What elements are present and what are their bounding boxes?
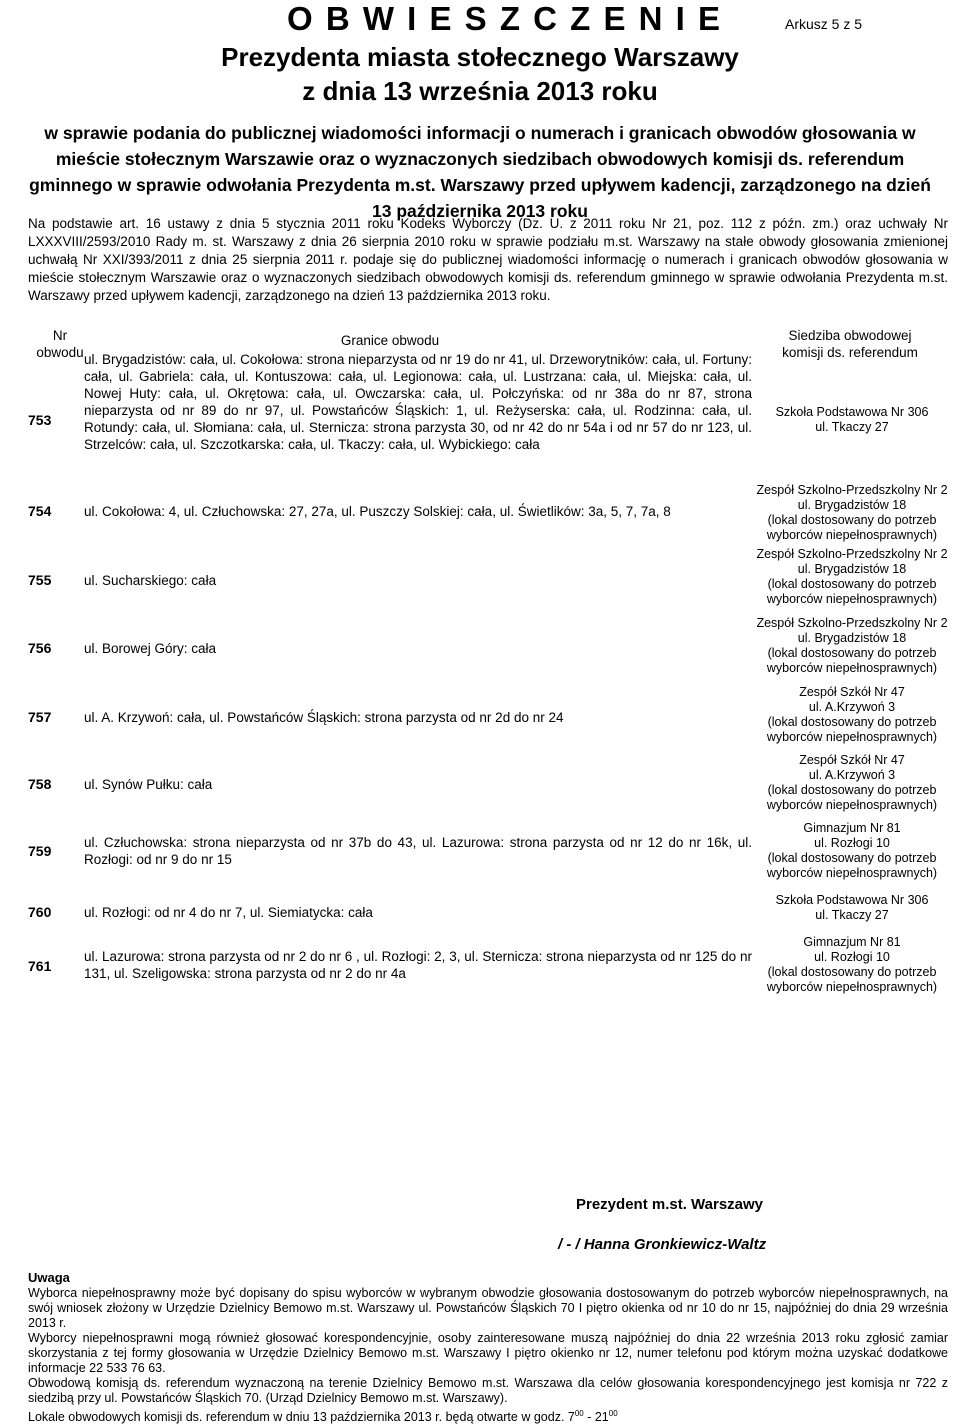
siedziba-line: ul. A.Krzywoń 3	[808, 768, 896, 782]
notes-title: Uwaga	[28, 1270, 70, 1285]
row-nr: 757	[28, 709, 52, 725]
row-nr: 753	[28, 412, 52, 428]
hours-open-minutes: 00	[574, 1409, 584, 1418]
row-nr: 759	[28, 843, 52, 859]
row-granice: ul. Synów Pułku: cała	[84, 777, 213, 792]
issuer: Prezydenta miasta stołecznego Warszawy	[221, 42, 739, 72]
row-nr: 755	[28, 572, 52, 588]
signature-name: / - / Hanna Gronkiewicz-Waltz	[558, 1236, 767, 1253]
siedziba-line: wyborców niepełnosprawnych)	[766, 980, 938, 994]
row-siedziba	[752, 616, 952, 676]
note-paragraph: Wyborca niepełnosprawny może być dopisany do spisu wyborców w wybranym obwodzie głosowania dostosowanym do potrzeb wyborców niepełnosprawnych, na swój wniosek złożony w Urzędzie Dzielnicy Bemowo m.st. Warszawy ul. Powstańców Śląskich 70 I piętro okienka od nr 10 do nr 15, najpóźniej do dnia 29 września 2013 r.	[28, 1286, 948, 1330]
notes-body	[28, 1286, 948, 1425]
row-nr: 756	[28, 640, 52, 656]
note-paragraph: Wyborcy niepełnosprawni mogą również głosować korespondencyjnie, osoby zainteresowane muszą najpóźniej do dnia 22 września 2013 roku zgłosić zamiar skorzystania z tej formy głosowania w Urzędzie Dzielnicy Bemowo m.st. Warszawy I piętro okienko nr 12, numer telefonu pod którym można uzyskać dodatkowe informacje 22 533 76 63.	[28, 1331, 948, 1375]
column-header-siedziba-line1: Siedziba obwodowej	[788, 328, 912, 343]
row-siedziba	[752, 821, 952, 881]
row-granice: ul. Lazurowa: strona parzysta od nr 2 do nr 6 , ul. Rozłogi: 2, 3, ul. Sternicza: strona nieparzysta od nr 125 do nr 131, ul. Szeligowska: strona parzysta od nr 2 do nr 4a	[84, 949, 752, 981]
row-siedziba	[752, 753, 952, 813]
column-header-siedziba-line2: komisji ds. referendum	[782, 345, 918, 360]
siedziba-line: Zespół Szkolno-Przedszkolny Nr 2	[756, 616, 948, 630]
row-nr: 754	[28, 503, 52, 519]
siedziba-line: (lokal dostosowany do potrzeb	[767, 513, 937, 527]
row-granice: ul. Cokołowa: 4, ul. Człuchowska: 27, 27a, ul. Puszczy Solskiej: cała, ul. Świetlików: 3a, 5, 7, 7a, 8	[84, 504, 671, 519]
siedziba-line: ul. A.Krzywoń 3	[808, 700, 896, 714]
subject: w sprawie podania do publicznej wiadomości informacji o numerach i granicach obwodów głosowania w mieście stołecznym Warszawie oraz o wyznaczonych siedzibach obwodowych komisji ds. referendum gminnego w sprawie odwołania Prezydenta m.st. Warszawy przed upływem kadencji, zarządzonego na dzień 13 października 2013 roku	[29, 123, 931, 221]
row-siedziba	[752, 547, 952, 607]
column-header-granice: Granice obwodu	[340, 333, 440, 348]
siedziba-line: ul. Tkaczy 27	[815, 420, 889, 434]
siedziba-line: wyborców niepełnosprawnych)	[766, 528, 938, 542]
siedziba-line: Zespół Szkół Nr 47	[799, 685, 905, 699]
siedziba-line: Gimnazjum Nr 81	[803, 821, 901, 835]
row-granice: ul. Rozłogi: od nr 4 do nr 7, ul. Siemiatycka: cała	[84, 905, 373, 920]
siedziba-line: (lokal dostosowany do potrzeb	[767, 783, 937, 797]
row-granice: ul. A. Krzywoń: cała, ul. Powstańców Śląskich: strona parzysta od nr 2d do nr 24	[84, 710, 564, 725]
siedziba-line: ul. Brygadzistów 18	[797, 562, 907, 576]
intro-paragraph: Na podstawie art. 16 ustawy z dnia 5 stycznia 2011 roku Kodeks Wyborczy (Dz. U. z 2011 roku Nr 21, poz. 112 z późn. zm.) oraz uchwały Nr LXXXVIII/2593/2010 Rady m. st. Warszawy z dnia 26 sierpnia 2010 roku w sprawie podziału m.st. Warszawy na stałe obwody głosowania zmienionej uchwałą Nr XXI/393/2011 z dnia 25 sierpnia 2011 r. podaje się do publicznej wiadomości informację o numerach i granicach obwodów głosowania w mieście stołecznym Warszawie oraz o wyznaczonych siedzibach obwodowych komisji ds. referendum gminnego w sprawie odwołania Prezydenta m.st. Warszawy przed upływem kadencji, zarządzonego na dzień 13 października 2013 roku.	[28, 216, 948, 303]
issue-date: z dnia 13 września 2013 roku	[302, 76, 658, 106]
siedziba-line: ul. Brygadzistów 18	[797, 631, 907, 645]
siedziba-line: Zespół Szkolno-Przedszkolny Nr 2	[756, 483, 948, 497]
siedziba-line: ul. Rozłogi 10	[814, 836, 890, 850]
siedziba-line: wyborców niepełnosprawnych)	[766, 592, 938, 606]
siedziba-line: wyborców niepełnosprawnych)	[766, 661, 938, 675]
siedziba-line: Zespół Szkół Nr 47	[799, 753, 905, 767]
column-header-nr-line1: Nr	[52, 328, 68, 343]
sheet-number: Arkusz 5 z 5	[785, 16, 863, 32]
hours-text: Lokale obwodowych komisji ds. referendum w dniu 13 października 2013 r. będą otwarte w godz. 7	[28, 1410, 575, 1425]
row-granice: ul. Brygadzistów: cała, ul. Cokołowa: strona nieparzysta od nr 19 do nr 41, ul. Drzeworytników: cała, ul. Fortuny: cała, ul. Gabriela: cała, ul. Kontuszowa: cała, ul. Legionowa: cała, ul. Lustrzana: cała, ul. Miejska: cała, ul. Nowej Huty: cała, ul. Okrętowa: cała, ul. Owczarska: cała, ul. Połczyńska: od nr 38a do nr 87, strona nieparzysta od nr 89 do nr 97, ul. Powstańców Śląskich: 1, ul. Reżyserska: cała, ul. Rodzinna: cała, ul. Rotundy: cała, ul. Słomiana: cała, ul. Sternicza: strona parzysta 30, od nr 42 do nr 54a i od nr 57 do nr 123, ul. Strzelców: cała, ul. Szczotkarska: cała, ul. Tkaczy: cała, ul. Wybickiego: cała	[84, 352, 752, 452]
note-paragraph: Obwodową komisją ds. referendum wyznaczoną na terenie Dzielnicy Bemowo m.st. Warszawa dla celów głosowania korespondencyjnego jest komisja nr 722 z siedzibą przy ul. Powstańców Śląskich 70. (Urząd Dzielnicy Bemowo m.st. Warszawy).	[28, 1376, 948, 1405]
siedziba-line: Gimnazjum Nr 81	[803, 935, 901, 949]
hours-close-minutes: 00	[608, 1409, 618, 1418]
column-header-nr	[30, 327, 90, 361]
hours-separator: - 21	[583, 1410, 609, 1425]
siedziba-line: Zespół Szkolno-Przedszkolny Nr 2	[756, 547, 948, 561]
row-siedziba	[752, 405, 952, 435]
siedziba-line: (lokal dostosowany do potrzeb	[767, 965, 937, 979]
siedziba-line: Szkoła Podstawowa Nr 306	[775, 893, 929, 907]
siedziba-line: ul. Brygadzistów 18	[797, 498, 907, 512]
signature-role: Prezydent m.st. Warszawy	[576, 1196, 764, 1213]
row-granice: ul. Sucharskiego: cała	[84, 573, 217, 588]
siedziba-line: (lokal dostosowany do potrzeb	[767, 851, 937, 865]
row-nr: 761	[28, 958, 52, 974]
row-siedziba	[752, 685, 952, 745]
siedziba-line: Szkoła Podstawowa Nr 306	[775, 405, 929, 419]
row-granice: ul. Człuchowska: strona nieparzysta od nr 37b do 43, ul. Lazurowa: strona parzysta od nr 12 do nr 16k, ul. Rozłogi: od nr 9 do nr 15	[84, 835, 752, 867]
row-siedziba	[752, 935, 952, 995]
row-siedziba	[752, 893, 952, 923]
siedziba-line: wyborców niepełnosprawnych)	[766, 730, 938, 744]
siedziba-line: ul. Rozłogi 10	[814, 950, 890, 964]
siedziba-line: ul. Tkaczy 27	[815, 908, 889, 922]
row-nr: 758	[28, 776, 52, 792]
row-granice: ul. Borowej Góry: cała	[84, 641, 217, 656]
siedziba-line: (lokal dostosowany do potrzeb	[767, 715, 937, 729]
column-header-nr-line2: obwodu	[36, 345, 84, 360]
row-nr: 760	[28, 904, 52, 920]
siedziba-line: (lokal dostosowany do potrzeb	[767, 646, 937, 660]
column-header-siedziba	[760, 327, 940, 361]
siedziba-line: (lokal dostosowany do potrzeb	[767, 577, 937, 591]
siedziba-line: wyborców niepełnosprawnych)	[766, 866, 938, 880]
row-siedziba	[752, 483, 952, 543]
siedziba-line: wyborców niepełnosprawnych)	[766, 798, 938, 812]
